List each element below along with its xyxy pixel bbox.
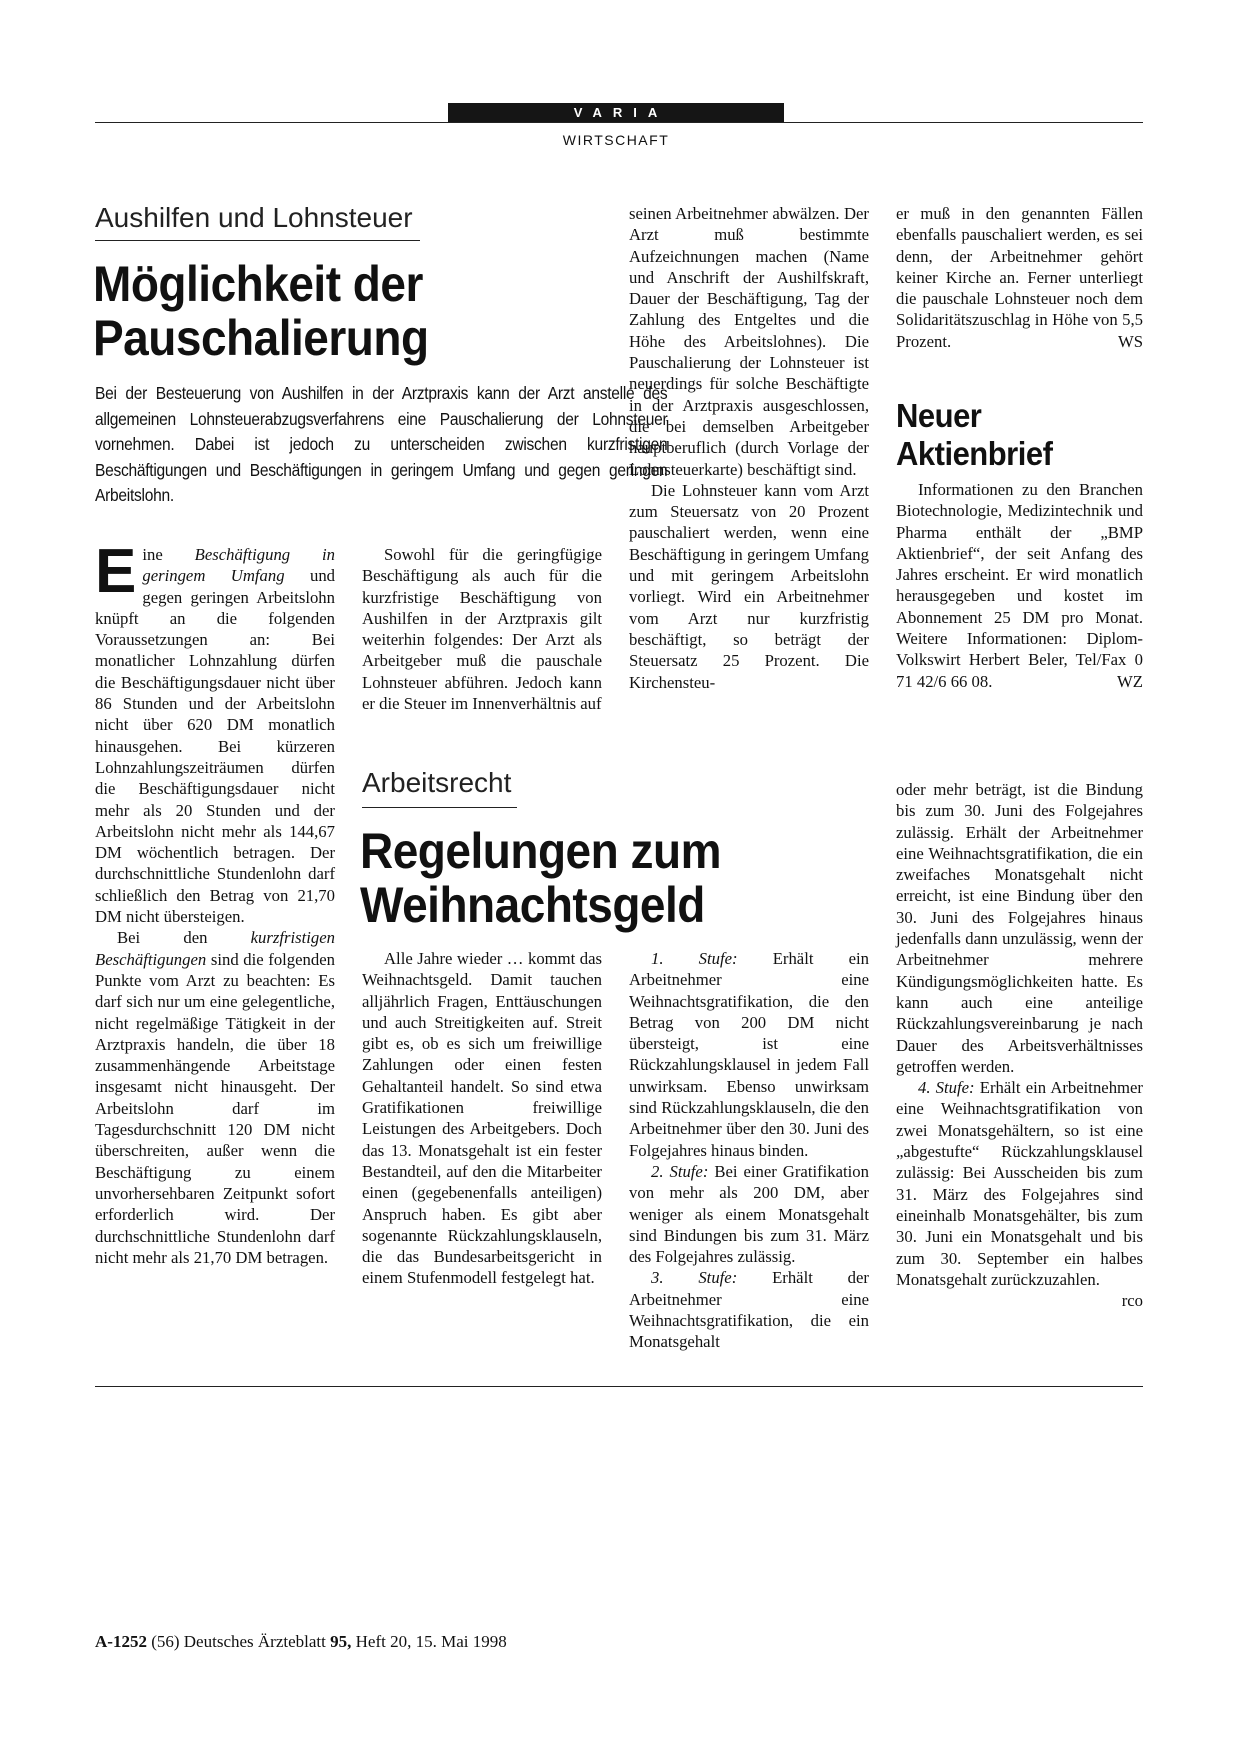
article1-paragraph bbox=[95, 927, 335, 1268]
page-footer bbox=[95, 1632, 507, 1652]
article1-headline-line1: Möglichkeit der bbox=[93, 255, 423, 312]
article3-headline bbox=[360, 822, 880, 933]
issue-info: Heft 20, 15. Mai 1998 bbox=[355, 1632, 507, 1651]
header-rule bbox=[95, 122, 1143, 123]
article1-column-4 bbox=[896, 203, 1143, 352]
text-run: Bei den bbox=[117, 928, 251, 948]
text-run: Erhält ein Arbeitnehmer eine Weihnachtsgratifikation von zwei Monatsgehältern, so ist eine „abgestufte“ Rückzahlungsklausel zulässig: Bei Ausscheiden bis zum 31. März des Folgejahres sind eineinhalb Monatsgehälter, bis zum 30. Juni ein Monatsgehalt und bis zum 30. September ein halbes Monatsgehalt zurückzuzahlen. bbox=[896, 1078, 1143, 1289]
article1-paragraph: Die Lohnsteuer kann vom Arzt zum Steuersatz von 20 Prozent pauschaliert werden, wenn eine Beschäftigung in geringem Umfang und mit geringem Arbeitslohn vorliegt. Wird ein Arbeitnehmer vom Arzt nur kurzfristig beschäftigt, so beträgt der Steuersatz 25 Prozent. Die Kirchensteu- bbox=[629, 480, 869, 692]
article1-paragraph: seinen Arbeitnehmer abwälzen. Der Arzt muß bestimmte Aufzeichnungen machen (Name und Anschrift der Aushilfskraft, Dauer der Beschäftigung, Tag der Zahlung des Entgeltes und die Höhe des Arbeitslohnes). Die Pauschalierung der Lohnsteuer ist neuerdings für solche Beschäftigte in der Arztpraxis ausgeschlossen, die bei demselben Arbeitgeber hauptberuflich (durch Vorlage der Lohnsteuerkarte) beschäftigt sind. bbox=[629, 204, 869, 479]
article2-author: WZ bbox=[1117, 671, 1143, 691]
article3-kicker-underline bbox=[362, 807, 517, 808]
volume-number: 95, bbox=[330, 1632, 352, 1651]
italic-term: Beschäftigung in geringem Umfang bbox=[142, 545, 336, 586]
article3-paragraph bbox=[629, 1161, 869, 1267]
article3-column-1 bbox=[362, 948, 602, 1289]
article2-paragraph bbox=[896, 479, 1143, 692]
bottom-rule bbox=[95, 1386, 1143, 1387]
article3-paragraph: oder mehr beträgt, ist die Bindung bis zum 30. Juni des Folgejahres zulässig. Erhält der Arbeitnehmer eine Weihnachtsgratifikation, die ein zweifaches Monatsgehalt nicht erreicht, ist eine Bindung über den 30. Juni des Folgejahres hinaus jedenfalls dann unzulässig, wenn der Arbeitnehmer mehrere Kündigungsmöglichkeiten hatte. Es kann auch eine anteilige Rückzahlungsvereinbarung je nach Dauer des Arbeitsverhältnisses getroffen werden. bbox=[896, 780, 1143, 1076]
article3-column-2 bbox=[629, 948, 869, 1353]
article3-paragraph bbox=[629, 948, 869, 1161]
article2-headline-line2: Aktienbrief bbox=[896, 434, 1053, 473]
article1-standfirst: Bei der Besteuerung von Aushilfen in der Arztpraxis kann der Arzt anstelle des allgemeinen Lohnsteuerabzugsverfahrens eine Pauschalierung der Lohnsteuer vornehmen. Dabei ist jedoch zu unterscheiden zwischen kurzfristigen Beschäftigungen und Beschäftigungen in geringem Umfang und gegen geringen Arbeitslohn. bbox=[95, 383, 668, 506]
page-number: A-1252 bbox=[95, 1632, 147, 1651]
article1-kicker-underline bbox=[95, 240, 420, 241]
article3-headline-line2: Weihnachtsgeld bbox=[360, 876, 705, 933]
page-number-paren: (56) bbox=[151, 1632, 180, 1651]
text-run: Informationen zu den Branchen Biotechnologie, Medizintechnik und Pharma enthält der „BMP Aktienbrief“, der seit Anfang des Jahres erscheint. Er wird monatlich herausgegeben und kostet im Abonnement 25 DM pro Monat. Weitere Informationen: Diplom-Volkswirt Herbert Beler, Tel/Fax 0 71 42/6 66 08. bbox=[896, 480, 1143, 691]
subsection-label: WIRTSCHAFT bbox=[562, 132, 670, 148]
stage-label: 4. Stufe: bbox=[918, 1078, 975, 1098]
article1-column-2 bbox=[362, 544, 602, 714]
text-run: er muß in den genannten Fällen ebenfalls pauschaliert werden, es sei denn, der Arbeitnehmer gehört keiner Kirche an. Ferner unterliegt die pauschale Lohnsteuer noch dem Solidaritätszuschlag in Höhe von 5,5 Prozent. bbox=[896, 204, 1143, 351]
article3-author: rco bbox=[1121, 1291, 1143, 1311]
article3-headline-line1: Regelungen zum bbox=[360, 822, 722, 879]
article1-headline bbox=[93, 255, 653, 366]
text-run: und gegen geringen Arbeitslohn knüpft an die folgenden Voraussetzungen an: Bei monatlicher Lohnzahlung dürfen die Beschäftigungsdauer nicht über 86 Stunden und der Arbeitslohn nicht über 620 DM monatlich hinausgehen. Bei kürzeren Lohnzahlungszeiträumen dürfen die Beschäftigungsdauer nicht mehr als 20 Stunden und der Arbeitslohn nicht mehr als 144,67 DM wöchentlich betragen. Der durchschnittliche Stundenlohn darf schließlich den Betrag von 21,70 DM nicht übersteigen. bbox=[95, 566, 335, 927]
journal-name: Deutsches Ärzteblatt bbox=[183, 1632, 326, 1651]
drop-cap: E bbox=[95, 537, 137, 606]
article3-kicker: Arbeitsrecht bbox=[362, 767, 512, 798]
section-label: VARIA bbox=[448, 103, 784, 122]
article3-column-3 bbox=[896, 779, 1143, 1311]
article2-headline bbox=[896, 398, 1141, 473]
text-run: ine bbox=[142, 545, 195, 564]
article1-paragraph: Sowohl für die geringfügige Beschäftigung als auch für die kurzfristige Beschäftigung von Aushilfen in der Arztpraxis gilt weiterhin folgendes: Der Arzt als Arbeitgeber muß die pauschale Lohnsteuer abführen. Jedoch kann er die Steuer im Innenverhältnis auf bbox=[362, 545, 602, 714]
article1-column-1 bbox=[95, 537, 336, 1268]
article1-kicker: Aushilfen und Lohnsteuer bbox=[95, 202, 413, 233]
article3-paragraph: Alle Jahre wieder … kommt das Weihnachtsgeld. Damit tauchen alljährlich Fragen, Enttäuschungen und auch Streitigkeiten auf. Streit gibt es, ob es sich um freiwillige Zahlungen oder einen festen Gehaltanteil handelt. So sind etwa Gratifikationen freiwillige Leistungen des Arbeitgebers. Doch das 13. Monatsgehalt ist ein fester Bestandteil, auf den die Mitarbeiter einen (gegebenenfalls anteiligen) Anspruch haben. Es gibt aber sogenannte Rückzahlungsklauseln, die das Bundesarbeitsgericht in einem Stufenmodell festgelegt hat. bbox=[362, 949, 602, 1288]
text-run: Erhält ein Arbeitnehmer eine Weihnachtsgratifikation, die den Betrag von 200 DM nicht übersteigt, ist eine Rückzahlungsklausel in jedem Fall unwirksam. Ebenso unwirksam sind Rückzahlungsklauseln, die den Arbeitnehmer über den 30. Juni des Folgejahres hinaus binden. bbox=[629, 949, 869, 1160]
article1-paragraph bbox=[95, 537, 336, 927]
stage-label: 2. Stufe: bbox=[651, 1161, 709, 1181]
italic-term: kurzfristigen Beschäftigungen bbox=[95, 928, 335, 969]
text-run: Bei einer Gratifikation von mehr als 200 DM, aber weniger als einem Monatsgehalt sind Bindungen bis zum 31. März des Folgejahres zulässig. bbox=[629, 1161, 869, 1267]
text-run: sind die folgenden Punkte vom Arzt zu beachten: Es darf sich nur um eine gelegentliche, nicht regelmäßige Tätigkeit in der Arztpraxis handeln, die über 18 zusammenhängende Arbeitstage insgesamt nicht hinausgeht. Der Arbeitslohn darf im Tagesdurchschnitt 120 DM nicht überschreiten, außer wenn die Beschäftigung zu einem unvorhersehbaren Zeitpunkt sofort erforderlich wird. Der durchschnittliche Stundenlohn darf nicht mehr als 21,70 DM betragen. bbox=[95, 949, 335, 1267]
article2-headline-line1: Neuer bbox=[896, 396, 982, 435]
stage-label: 3. Stufe: bbox=[651, 1268, 738, 1288]
article3-paragraph bbox=[629, 1267, 869, 1352]
article1-headline-line2: Pauschalierung bbox=[93, 309, 429, 366]
text-run: Erhält der Arbeitnehmer eine Weihnachtsgratifikation, die ein Monatsgehalt bbox=[629, 1268, 869, 1352]
article1-column-3 bbox=[629, 203, 869, 693]
article2-body bbox=[896, 479, 1143, 692]
article1-author: WS bbox=[1117, 331, 1143, 351]
article3-paragraph bbox=[896, 1077, 1143, 1311]
article1-paragraph bbox=[896, 203, 1143, 352]
stage-label: 1. Stufe: bbox=[651, 949, 738, 968]
